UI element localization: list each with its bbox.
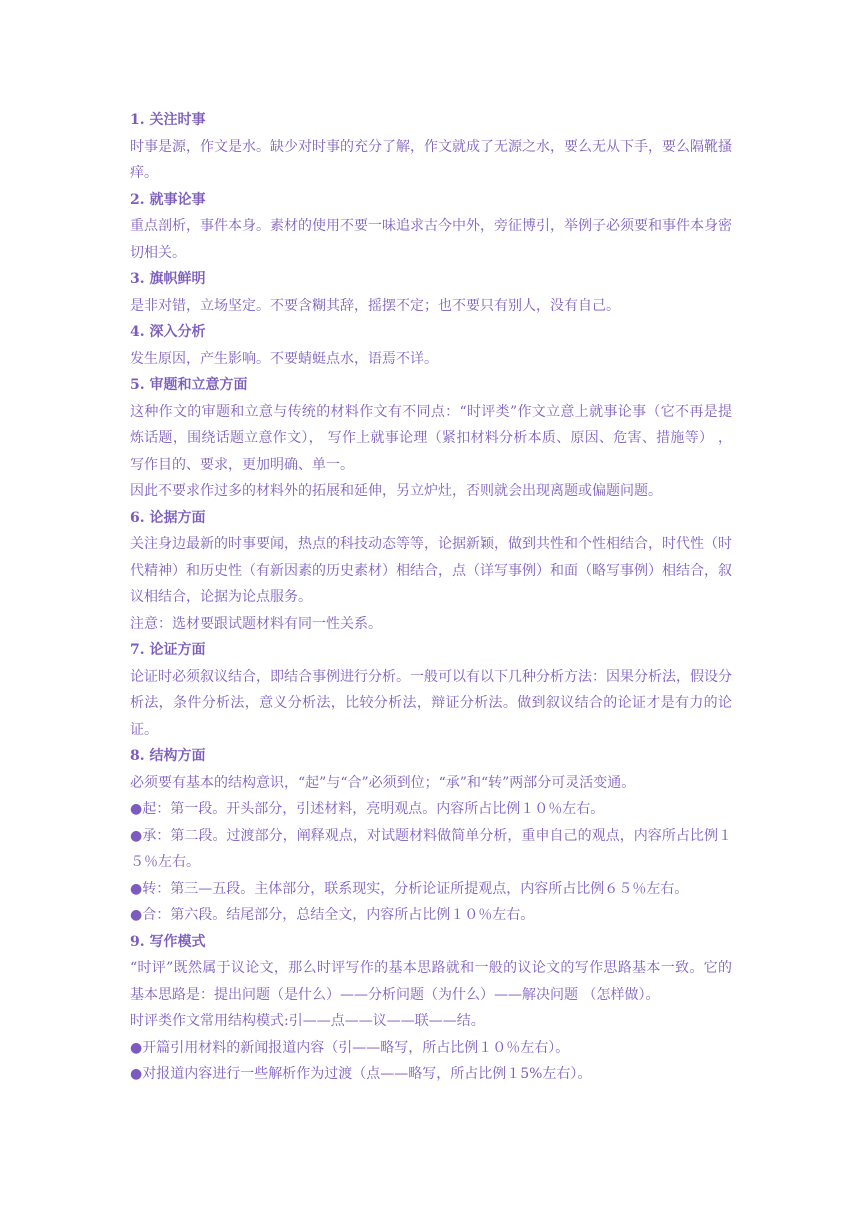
section-paragraph: 时事是源，作文是水。缺少对时事的充分了解，作文就成了无源之水，要么无从下手，要么隔靴搔痒。	[130, 138, 732, 181]
section-paragraph: “时评”既然属于议论文，那么时评写作的基本思路就和一般的议论文的写作思路基本一致。它的基本思路是：提出问题（是什么）——分析问题（为什么）——解决问题 （怎样做）。	[130, 960, 732, 1003]
section-9	[130, 929, 732, 1088]
section-1	[130, 107, 732, 187]
section-paragraph: 重点剖析，事件本身。素材的使用不要一味追求古今中外，旁征博引，举例子必须要和事件本身密切相关。	[130, 218, 732, 261]
section-note: 注意：选材要跟试题材料有同一性关系。	[130, 615, 382, 632]
bullet-item: ●承：第二段。过渡部分，阐释观点，对试题材料做简单分析，重申自己的观点，内容所占比例１５％左右。	[130, 827, 732, 870]
section-paragraph: 论证时必须叙议结合，即结合事例进行分析。一般可以有以下几种分析方法：因果分析法，假设分析法，条件分析法，意义分析法，比较分析法，辩证分析法。做到叙议结合的论证才是有力的论证。	[130, 668, 732, 738]
section-heading: 5. 审题和立意方面	[130, 377, 248, 393]
section-4	[130, 319, 732, 372]
section-6	[130, 505, 732, 638]
section-paragraph: 时评类作文常用结构模式:引——点——议——联——结。	[130, 1013, 485, 1029]
bullet-item: ●起：第一段。开头部分，引述材料，亮明观点。内容所占比例１０％左右。	[130, 801, 605, 817]
section-paragraph: 这种作文的审题和立意与传统的材料作文有不同点：“时评类”作文立意上就事论事（它不再是提炼话题，围绕话题立意作文）， 写作上就事论理（紧扣材料分析本质、原因、危害、措施等） ，写作目的、要求，更加明确、单一。	[130, 403, 732, 473]
section-heading: 4. 深入分析	[130, 324, 206, 340]
section-heading: 1. 关注时事	[130, 112, 206, 128]
bullet-item: ●对报道内容进行一些解析作为过渡（点——略写，所占比例１5%左右）。	[130, 1066, 592, 1082]
section-paragraph: 因此不要求作过多的材料外的拓展和延伸，另立炉灶，否则就会出现离题或偏题问题。	[130, 483, 662, 499]
bullet-item: ●转：第三—五段。主体部分，联系现实，分析论证所提观点，内容所占比例６５％左右。	[130, 880, 689, 897]
bullet-item: ●合：第六段。结尾部分，总结全文，内容所占比例１０％左右。	[130, 907, 535, 923]
section-heading: 3. 旗帜鲜明	[130, 271, 206, 287]
section-heading: 2. 就事论事	[130, 191, 206, 208]
section-paragraph: 发生原因，产生影响。不要蜻蜓点水，语焉不详。	[130, 350, 438, 367]
section-2	[130, 187, 732, 267]
section-heading: 8. 结构方面	[130, 748, 206, 764]
section-5	[130, 372, 732, 505]
section-3	[130, 266, 732, 319]
section-heading: 6. 论据方面	[130, 509, 206, 526]
document-body	[130, 107, 732, 1088]
section-paragraph: 关注身边最新的时事要闻，热点的科技动态等等，论据新颖，做到共性和个性相结合，时代性（时代精神）和历史性（有新因素的历史素材）相结合，点（详写事例）和面（略写事例）相结合，叙议相结合，论据为论点服务。	[130, 536, 732, 605]
bullet-item: ●开篇引用材料的新闻报道内容（引——略写，所占比例１０％左右）。	[130, 1039, 570, 1056]
section-heading: 7. 论证方面	[130, 642, 206, 658]
section-paragraph: 必须要有基本的结构意识，“起”与“合”必须到位；“承”和“转”两部分可灵活变通。	[130, 774, 636, 791]
section-8	[130, 743, 732, 929]
section-paragraph: 是非对错，立场坚定。不要含糊其辞，摇摆不定；也不要只有别人，没有自己。	[130, 297, 620, 314]
section-heading: 9. 写作模式	[130, 933, 206, 950]
section-7	[130, 637, 732, 743]
